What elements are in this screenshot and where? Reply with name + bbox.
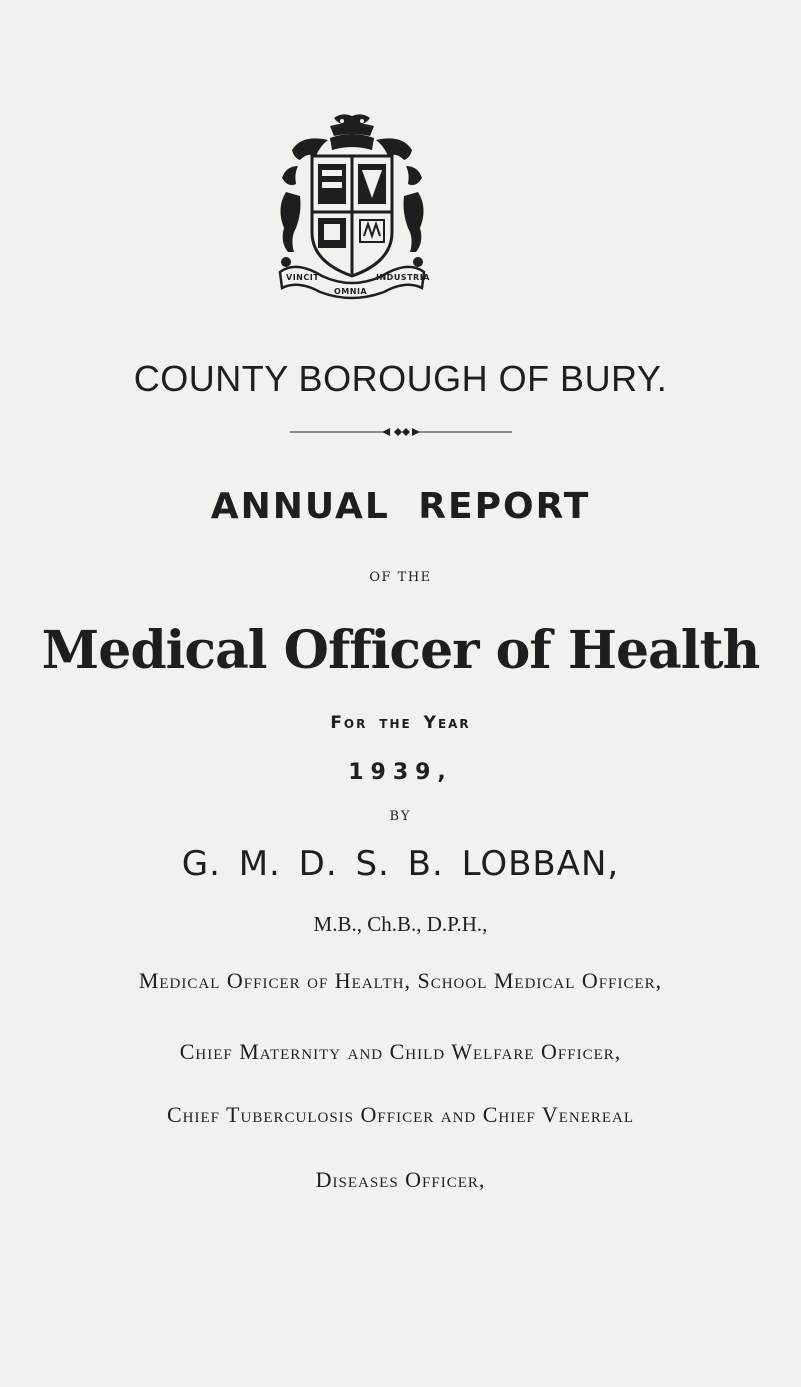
coat-of-arms-crest bbox=[272, 112, 432, 302]
crest-helm bbox=[330, 114, 374, 136]
report-year: 1939, bbox=[348, 760, 453, 785]
report-title: ANNUAL REPORT bbox=[210, 486, 591, 527]
office-title: Medical Officer of Health bbox=[41, 620, 760, 681]
borough-heading: COUNTY BOROUGH OF BURY. bbox=[133, 358, 668, 399]
by-label: BY bbox=[389, 809, 412, 824]
motto-right-text: INDUSTRIA bbox=[376, 273, 430, 282]
of-the-label: OF THE bbox=[369, 570, 432, 585]
author-title-line: Diseases Officer, bbox=[315, 1167, 486, 1192]
for-the-year-label: For the Year bbox=[330, 713, 471, 733]
motto-middle-text: OMNIA bbox=[334, 287, 368, 296]
author-name: G. M. D. S. B. LOBBAN, bbox=[181, 844, 620, 884]
divider-ornament bbox=[290, 427, 512, 437]
shield bbox=[312, 156, 392, 276]
author-title-line: Chief Maternity and Child Welfare Officer, bbox=[179, 1039, 622, 1064]
author-title-line: Medical Officer of Health, School Medical Officer, bbox=[138, 968, 663, 993]
author-degrees: M.B., Ch.B., D.P.H., bbox=[313, 912, 488, 936]
motto-left-text: VINCIT bbox=[286, 273, 320, 282]
author-title-line: Chief Tuberculosis Officer and Chief Venereal bbox=[166, 1102, 635, 1127]
